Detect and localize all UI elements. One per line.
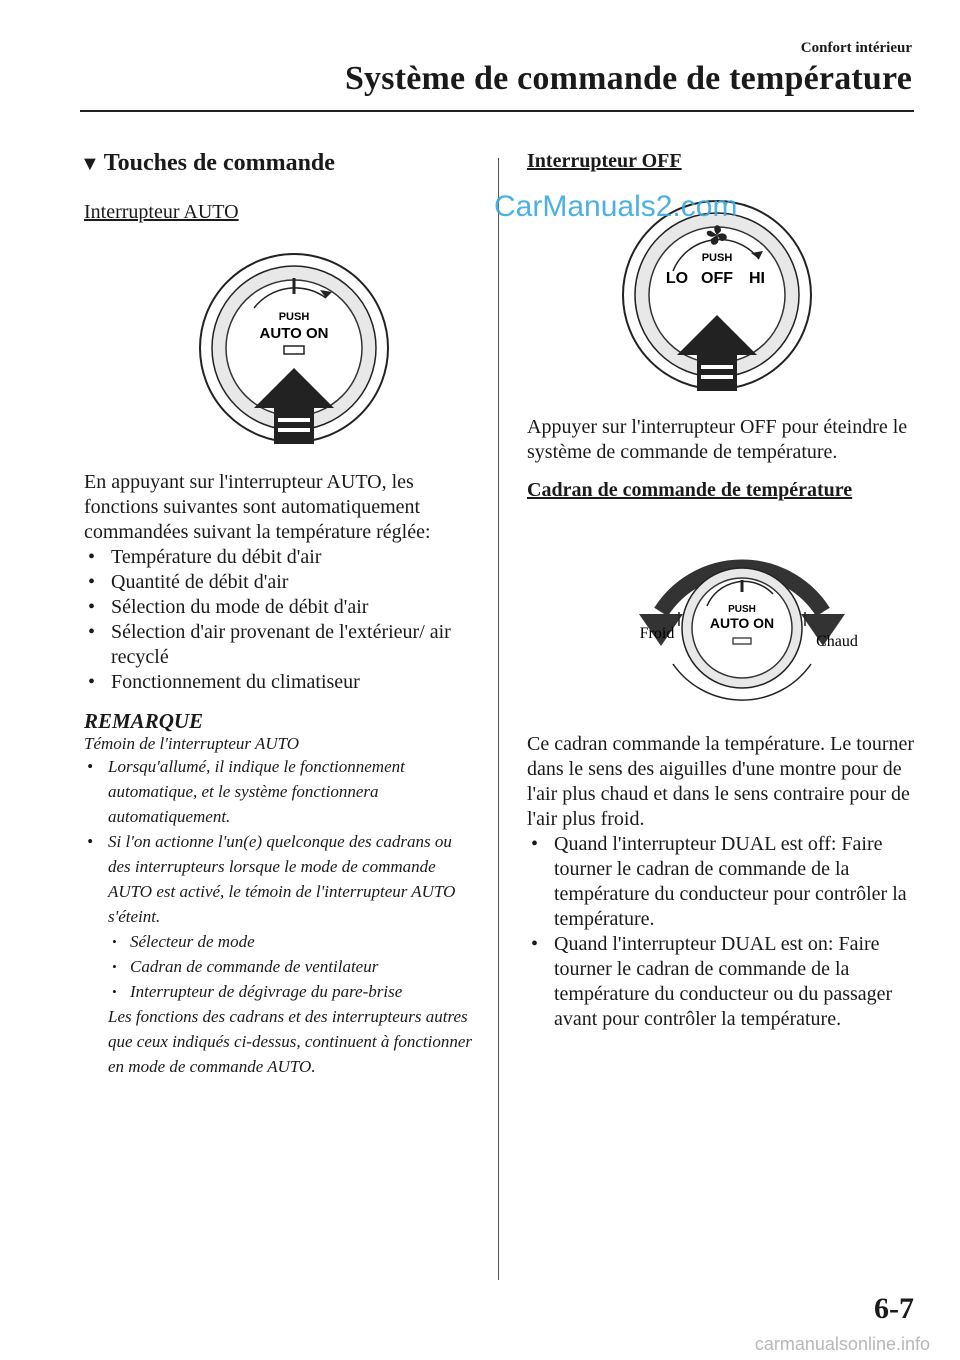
- knob-push-label: PUSH: [701, 252, 733, 264]
- list-item: • Quantité de débit d'air: [84, 570, 474, 595]
- page-number: 6-7: [874, 1292, 914, 1325]
- off-switch-illustration: [617, 195, 817, 395]
- column-divider: [498, 158, 499, 1280]
- arrow-slot-1: [278, 418, 310, 422]
- note-subheading: Témoin de l'interrupteur AUTO: [84, 734, 300, 753]
- off-switch-heading: Interrupteur OFF: [527, 150, 682, 172]
- auto-switch-heading: Interrupteur AUTO: [84, 201, 239, 223]
- auto-switch-illustration: [194, 248, 394, 448]
- knob-lo-label: LO: [665, 270, 689, 287]
- knob-hi-label: HI: [749, 270, 765, 287]
- chapter-label: Confort intérieur: [800, 40, 912, 56]
- note-list: [84, 754, 474, 929]
- arrow-slot-1: [701, 365, 733, 369]
- list-item: • Quand l'interrupteur DUAL est on: Faire tourner le cadran de commande de la température du conducteur ou du passager avant pour contrôler la température.: [527, 932, 917, 1032]
- right-column: [527, 150, 917, 1032]
- note-heading: REMARQUE: [84, 709, 204, 733]
- watermark: CarManuals2.com: [494, 190, 738, 223]
- knob-push-label: PUSH: [278, 311, 310, 323]
- dial-push-label: PUSH: [728, 604, 756, 615]
- list-item: • Quand l'interrupteur DUAL est off: Faire tourner le cadran de commande de la température du conducteur pour contrôler la température.: [527, 832, 917, 932]
- section-title: [80, 150, 474, 177]
- dial-auto-on-label: AUTO ON: [709, 615, 775, 631]
- dial-heading: Cadran de commande de température: [527, 479, 853, 501]
- left-column: [80, 150, 474, 1079]
- triangle-icon: ▼: [80, 153, 100, 175]
- cold-label: Froid: [639, 625, 675, 642]
- note-closing: Les fonctions des cadrans et des interrupteurs autres que ceux indiqués ci-dessus, continuent à fonctionner en mode de commande AUTO.: [108, 1007, 472, 1076]
- note-item: • Lorsqu'allumé, il indique le fonctionnement automatique, et le système fonctionnera automatiquement.: [84, 754, 474, 829]
- auto-intro-text: En appuyant sur l'interrupteur AUTO, les fonctions suivantes sont automatiquement commandées suivant la température réglée:: [84, 471, 431, 543]
- knob-auto-on-label: AUTO ON: [259, 325, 329, 342]
- auto-function-list: [84, 545, 474, 695]
- note-subitem: • Sélecteur de mode: [108, 929, 474, 954]
- note-item: • Si l'on actionne l'un(e) quelconque des cadrans ou des interrupteurs lorsque le mode de commande AUTO est activé, le témoin de l'interrupteur AUTO s'éteint.: [84, 829, 474, 929]
- note-sublist: [84, 929, 474, 1004]
- header-rule: [80, 110, 914, 112]
- note-subitem: • Cadran de commande de ventilateur: [108, 954, 474, 979]
- arrow-slot-2: [701, 375, 733, 379]
- dial-description: Ce cadran commande la température. Le tourner dans le sens des aiguilles d'une montre pour de l'air plus chaud et dans le sens contraire pour de l'air plus froid.: [527, 733, 915, 830]
- off-description: Appuyer sur l'interrupteur OFF pour éteindre le système de commande de température.: [527, 416, 908, 463]
- dual-switch-list: [527, 832, 917, 1032]
- list-item: • Sélection d'air provenant de l'extérieur/ air recyclé: [84, 620, 474, 670]
- page-title: Système de commande de température: [344, 60, 912, 97]
- section-title-text: Touches de commande: [103, 150, 335, 176]
- list-item: • Température du débit d'air: [84, 545, 474, 570]
- arrow-slot-2: [278, 428, 310, 432]
- hot-label: Chaud: [816, 633, 858, 650]
- list-item: • Fonctionnement du climatiseur: [84, 670, 474, 695]
- knob-off-label: OFF: [701, 270, 733, 287]
- list-item: • Sélection du mode de débit d'air: [84, 595, 474, 620]
- temperature-dial-illustration: [579, 516, 879, 716]
- note-subitem: • Interrupteur de dégivrage du pare-brise: [108, 979, 474, 1004]
- footer-watermark: carmanualsonline.info: [754, 1334, 930, 1354]
